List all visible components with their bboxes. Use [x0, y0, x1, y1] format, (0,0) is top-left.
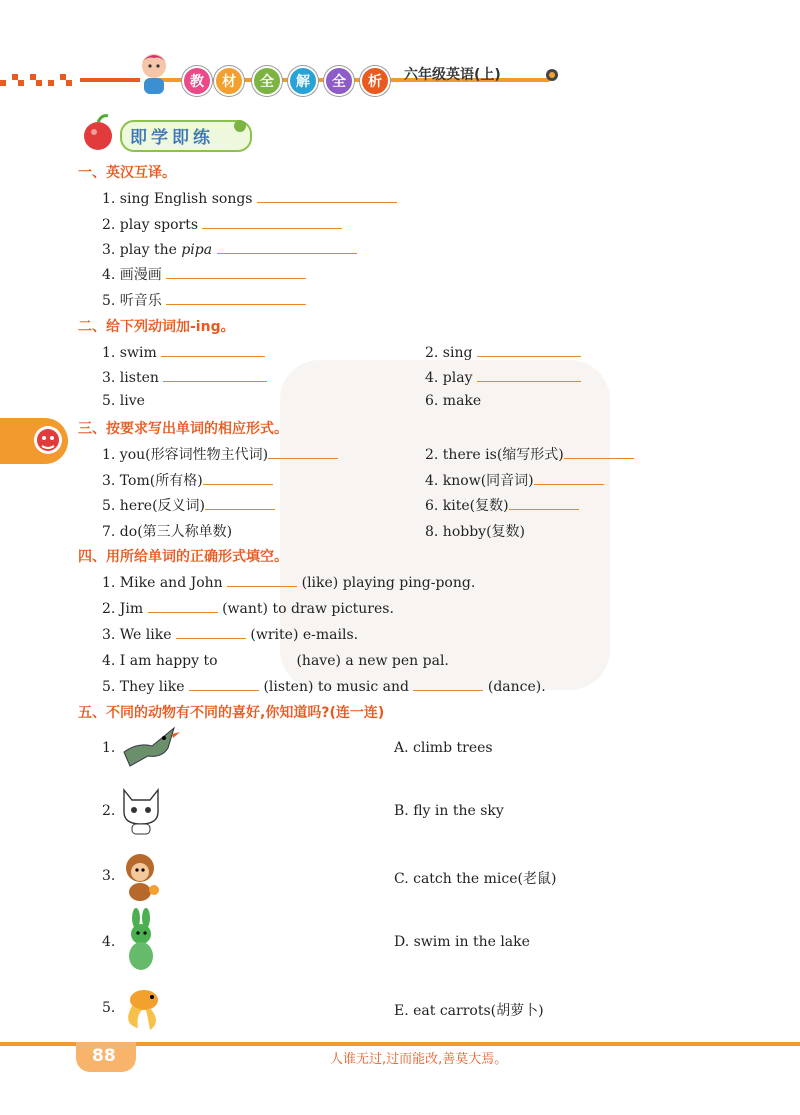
s3-blank-5[interactable] [205, 495, 275, 510]
section-3-title: 三、按要求写出单词的相应形式。 [78, 421, 288, 437]
s3-blank-2[interactable] [564, 444, 634, 459]
s2-blank-1[interactable] [161, 342, 265, 357]
s2-blank-2[interactable] [477, 342, 581, 357]
s4-blank-2[interactable] [148, 598, 218, 613]
s4-blank-4[interactable] [222, 650, 292, 665]
side-mascot-icon [30, 420, 66, 462]
s2-item-6: 6. make [425, 393, 482, 409]
choice-a: A. climb trees [394, 740, 493, 756]
s5-number-5: 5. [102, 1000, 116, 1016]
s4-item-5: 5. They like (listen) to music and (dance). [102, 676, 546, 695]
s3-item-2: 2. there is(缩写形式) [425, 444, 634, 464]
s3-blank-4[interactable] [534, 470, 604, 485]
s3-item-6: 6. kite(复数) [425, 495, 579, 515]
s1-blank-5[interactable] [166, 290, 306, 305]
s2-item-1: 1. swim [102, 342, 265, 361]
header-mascot-icon [128, 48, 180, 98]
s4-blank-3[interactable] [176, 624, 246, 639]
banner-apple-icon [78, 112, 118, 152]
s4-item-2: 2. Jim (want) to draw pictures. [102, 598, 394, 617]
s4-blank-5b[interactable] [413, 676, 483, 691]
page-number: 88 [92, 1046, 116, 1066]
s2-item-5: 5. live [102, 393, 145, 409]
s2-blank-4[interactable] [477, 367, 581, 382]
s3-item-4: 4. know(同音词) [425, 470, 604, 490]
s3-blank-3[interactable] [203, 470, 273, 485]
s1-item-4: 4. 画漫画 [102, 264, 306, 284]
s3-item-5: 5. here(反义词) [102, 495, 275, 515]
s1-item-5: 5. 听音乐 [102, 290, 306, 310]
s1-blank-3[interactable] [217, 239, 357, 254]
s1-blank-4[interactable] [166, 264, 306, 279]
choice-d: D. swim in the lake [394, 934, 530, 950]
s3-blank-1[interactable] [268, 444, 338, 459]
s1-item-2: 2. play sports [102, 214, 342, 233]
section-4-title: 四、用所给单词的正确形式填空。 [78, 549, 288, 565]
goldfish-icon [118, 980, 168, 1032]
s3-item-3: 3. Tom(所有格) [102, 470, 273, 490]
cat-icon [118, 782, 164, 836]
s2-blank-3[interactable] [163, 367, 267, 382]
title-char-6: 析 [360, 66, 390, 96]
s3-item-7: 7. do(第三人称单数) [102, 524, 233, 540]
s3-item-1: 1. you(形容词性物主代词) [102, 444, 338, 464]
s5-number-2: 2. [102, 803, 116, 819]
title-char-4: 解 [288, 66, 318, 96]
s2-item-4: 4. play [425, 367, 581, 386]
header-subtitle: 六年级英语(上) [404, 67, 501, 83]
choice-c: C. catch the mice(老鼠) [394, 871, 557, 887]
footer-motto: 人谁无过,过而能改,善莫大焉。 [330, 1052, 508, 1067]
rabbit-icon [118, 908, 166, 974]
s5-number-3: 3. [102, 868, 116, 884]
s4-item-4: 4. I am happy to (have) a new pen pal. [102, 650, 449, 669]
practice-banner-label: 即学即练 [130, 128, 214, 148]
section-1-title: 一、英汉互译。 [78, 165, 176, 181]
s5-number-1: 1. [102, 740, 116, 756]
title-char-1: 教 [182, 66, 212, 96]
choice-b: B. fly in the sky [394, 803, 504, 819]
s2-item-2: 2. sing [425, 342, 581, 361]
banner-dot-icon [230, 116, 250, 136]
bird-icon [118, 722, 182, 772]
title-char-3: 全 [252, 66, 282, 96]
header-pencil-icon [534, 66, 562, 84]
section-2-title: 二、给下列动词加-ing。 [78, 319, 235, 335]
s4-item-3: 3. We like (write) e-mails. [102, 624, 358, 643]
s1-item-3: 3. play the pipa [102, 239, 357, 258]
s3-blank-6[interactable] [509, 495, 579, 510]
s1-blank-1[interactable] [257, 188, 397, 203]
s5-number-4: 4. [102, 934, 116, 950]
section-5-title: 五、不同的动物有不同的喜好,你知道吗?(连一连) [78, 705, 385, 721]
s4-item-1: 1. Mike and John (like) playing ping-pong. [102, 572, 475, 591]
s3-item-8: 8. hobby(复数) [425, 524, 526, 540]
s1-blank-2[interactable] [202, 214, 342, 229]
s4-blank-5a[interactable] [189, 676, 259, 691]
s2-item-3: 3. listen [102, 367, 267, 386]
title-char-2: 材 [214, 66, 244, 96]
s1-item-1: 1. sing English songs [102, 188, 397, 207]
choice-e: E. eat carrots(胡萝卜) [394, 1003, 544, 1019]
monkey-icon [118, 848, 166, 902]
s4-blank-1[interactable] [227, 572, 297, 587]
title-char-5: 全 [324, 66, 354, 96]
